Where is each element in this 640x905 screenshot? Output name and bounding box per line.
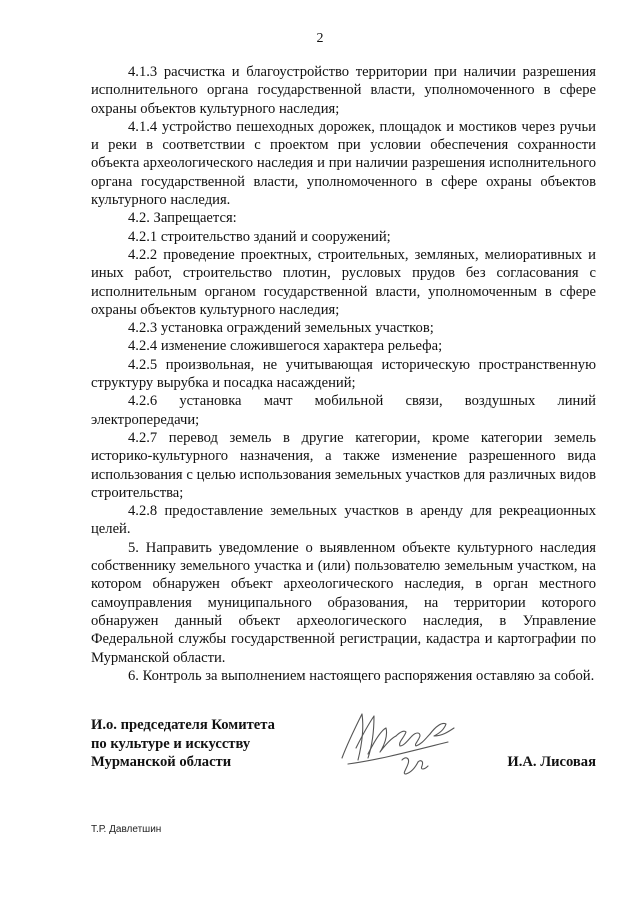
page-number: 2	[316, 31, 324, 46]
clause-4-1-3: 4.1.3 расчистка и благоустройство территории при наличии разрешения исполнительного органа государственной власти, уполномоченного в сфере охраны объектов культурного наследия;	[91, 64, 596, 117]
clause-4-2-4: 4.2.4 изменение сложившегося характера рельефа;	[128, 338, 443, 355]
signer-title-line-1: И.о. председателя Комитета	[91, 717, 275, 733]
executor-name: Т.Р. Давлетшин	[91, 824, 162, 835]
signer-title-line-2: по культуре и искусству	[91, 735, 251, 752]
clause-4-2-1: 4.2.1 строительство зданий и сооружений;	[128, 228, 391, 245]
clause-4-2-7: 4.2.7 перевод земель в другие категории, кроме категории земель историко-культурного назначения, а также изменение разрешенного вида использования с целью использования земельных участков для различных видов строительства;	[91, 429, 596, 501]
clause-5-notification: 5. Направить уведомление о выявленном объекте культурного наследия собственнику земельного участка и (или) пользователю земельным участком, на котором обнаружен объект археологического наследия, в орган местного самоуправления муниципального образования, на территории которого обнаружен данный объект археологического наследия, в Управление Федеральной службы государственной регистрации, кадастра и картографии по Мурманской области.	[91, 539, 596, 666]
signature-block	[91, 716, 596, 786]
handwritten-signature	[328, 702, 478, 782]
clause-4-2-heading: 4.2. Запрещается:	[128, 210, 237, 227]
clause-4-2-3: 4.2.3 установка ограждений земельных участков;	[128, 320, 434, 337]
clause-6-control: 6. Контроль за выполнением настоящего распоряжения оставляю за собой.	[128, 667, 595, 684]
clause-4-2-2: 4.2.2 проведение проектных, строительных, земляных, мелиоративных и иных работ, строительство плотин, русловых прудов без согласования с исполнительным органом государственной власти, уполномоченным в сфере охраны объектов культурного наследия;	[91, 246, 596, 318]
clause-4-1-4: 4.1.4 устройство пешеходных дорожек, площадок и мостиков через ручьи и реки в соответствии с проектом при условии обеспечения сохранности объекта археологического наследия и при наличии разрешения исполнительного органа государственной власти, уполномоченного в сфере охраны объектов культурного наследия.	[91, 118, 596, 209]
clause-4-2-6: 4.2.6 установка мачт мобильной связи, воздушных линий электропередачи;	[91, 393, 596, 428]
clause-4-2-5: 4.2.5 произвольная, не учитывающая историческую пространственную структуру вырубка и посадка насаждений;	[91, 356, 596, 392]
clause-4-2-8: 4.2.8 предоставление земельных участков в аренду для рекреационных целей.	[91, 503, 596, 538]
document-body	[91, 63, 596, 685]
signer-title-line-3: Мурманской области	[91, 754, 232, 771]
signer-name: И.А. Лисовая	[507, 754, 596, 770]
signer-title	[91, 716, 275, 772]
